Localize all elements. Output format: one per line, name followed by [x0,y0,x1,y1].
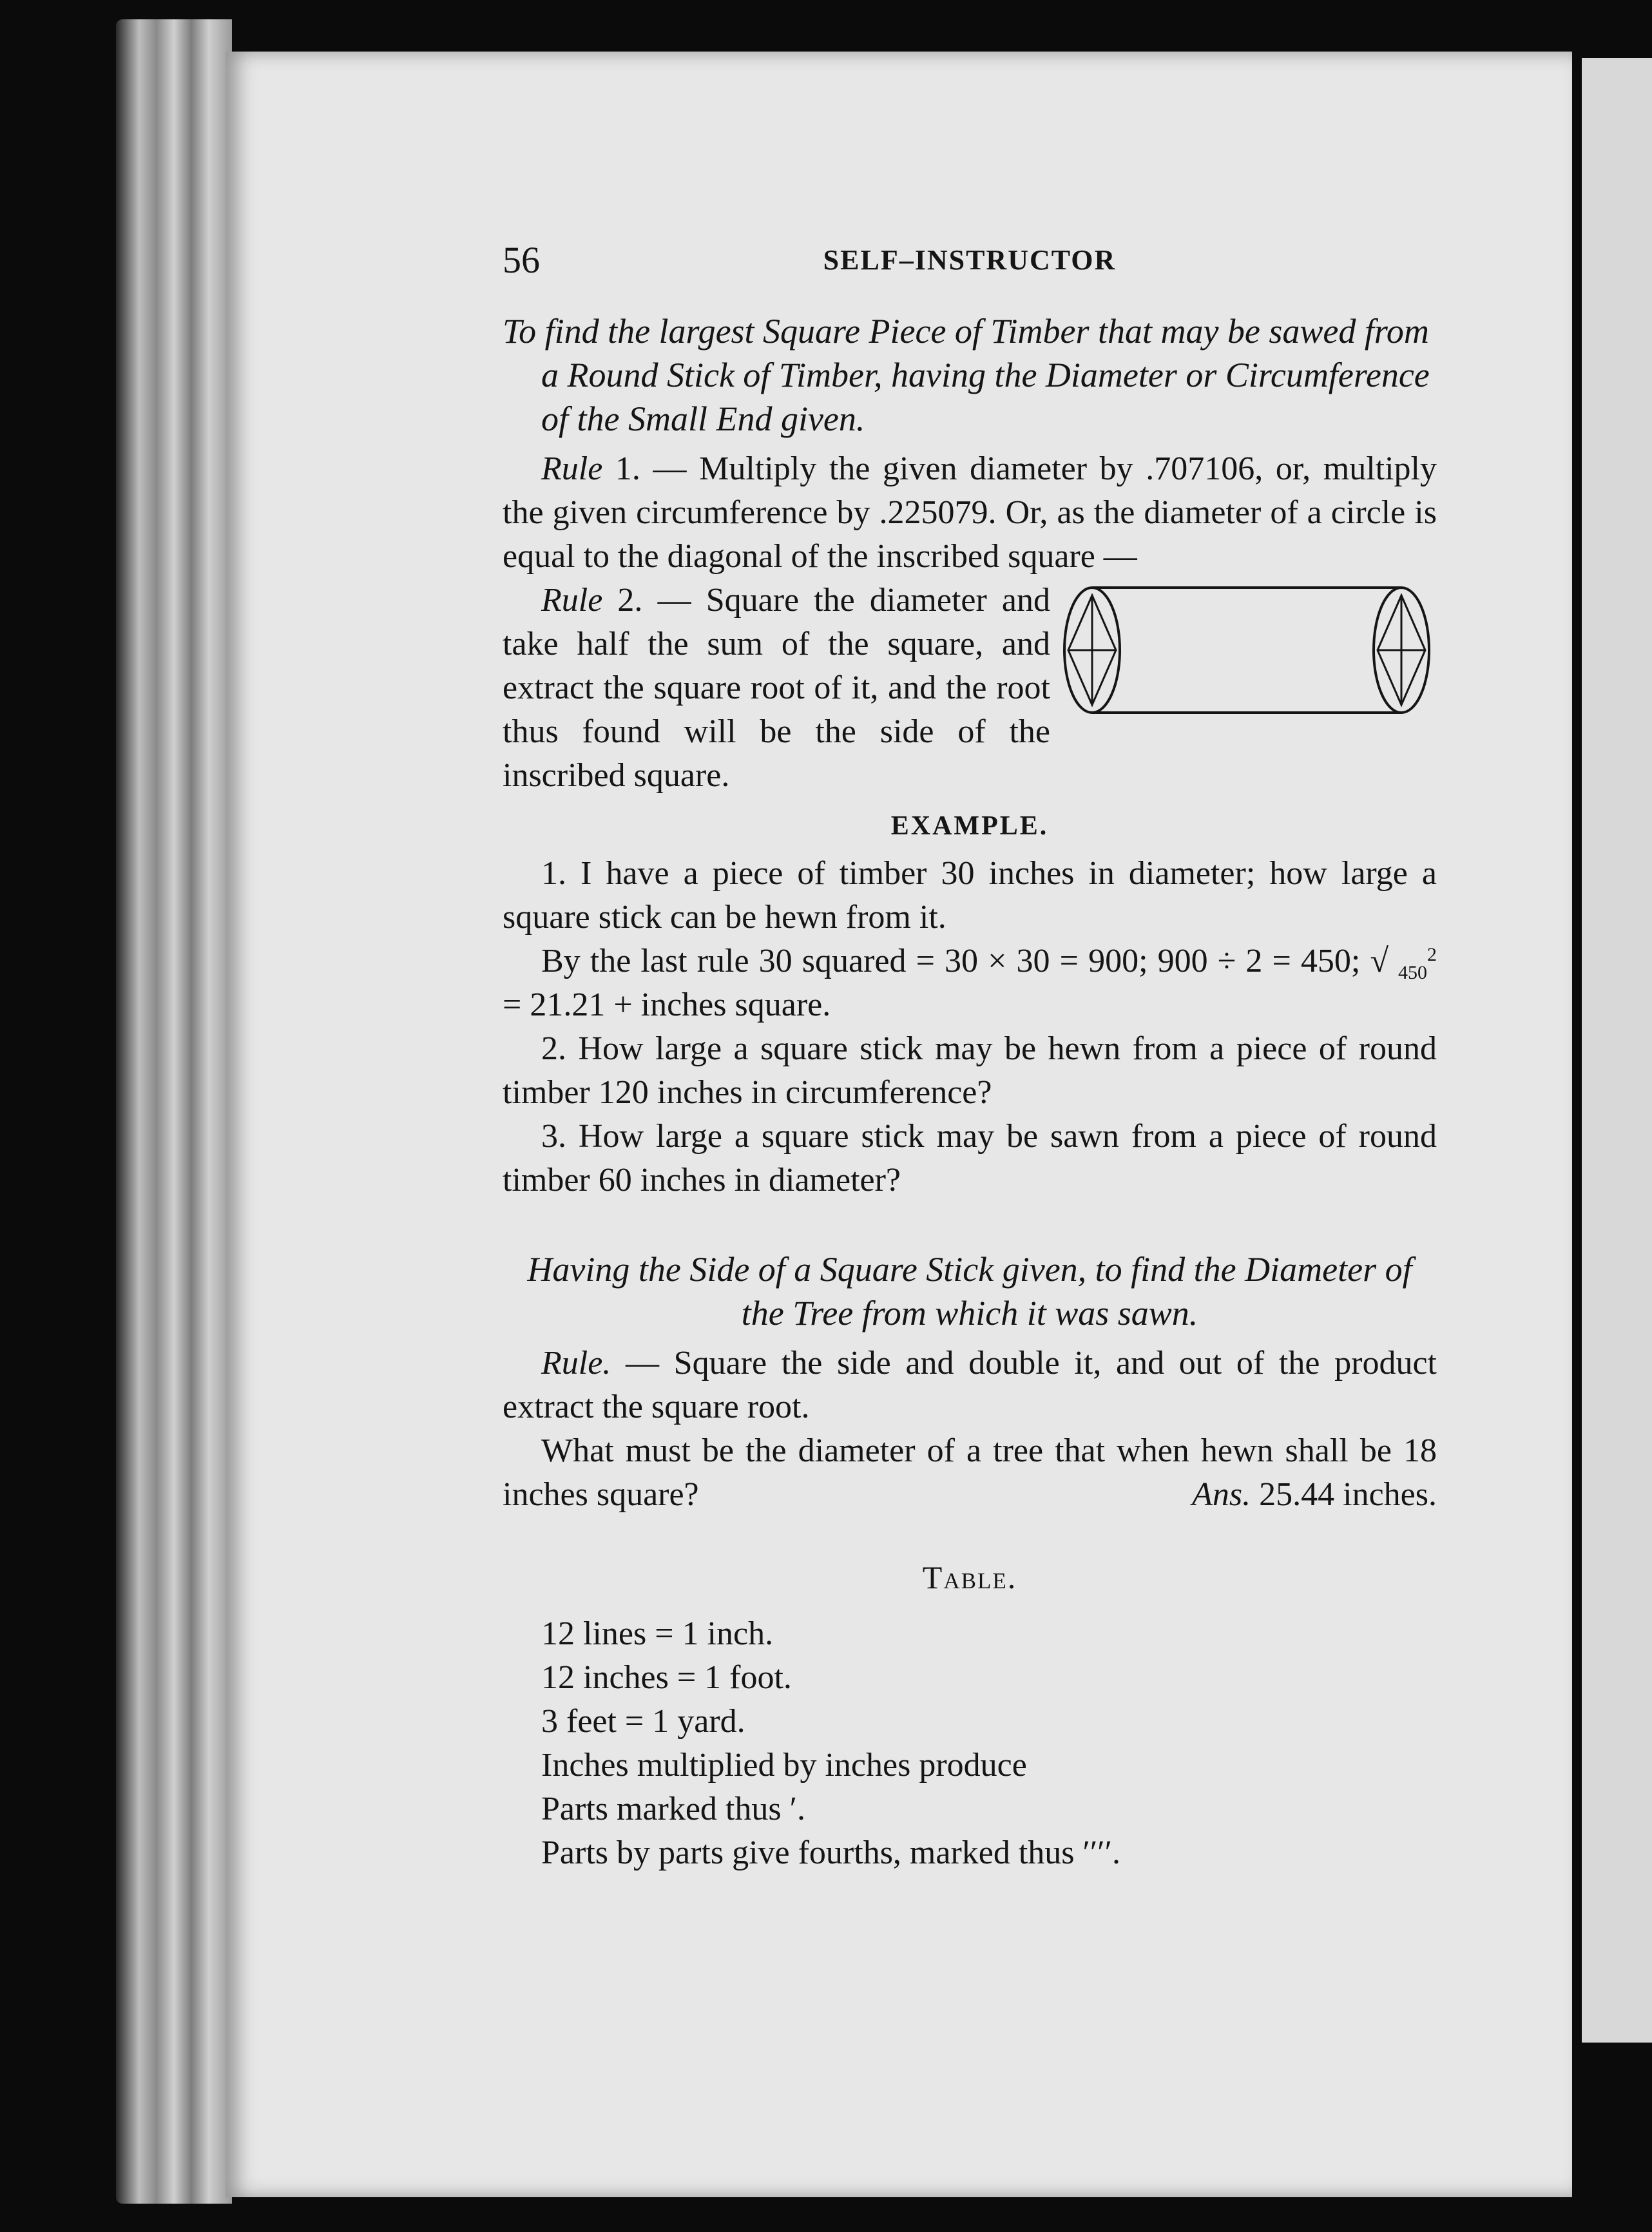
solution-part-b: = 21.21 + inches square. [503,986,831,1023]
answer-label: Ans. [1192,1476,1251,1513]
table-line: 12 lines = 1 inch. [541,1615,774,1652]
table-title: Table. [922,1559,1017,1595]
example-title: EXAMPLE. [890,811,1049,841]
example-question-1: 1. I have a piece of timber 30 inches in diameter; how large a square stick can be hewn from it. [503,855,1437,936]
page-header [503,238,1437,290]
facing-page-edge [1582,58,1652,2043]
solution-part-a: By the last rule 30 squared = 30 × 30 = 900; 900 ÷ 2 = 450; [541,943,1361,979]
page-number: 56 [503,239,540,281]
answer [1153,1473,1437,1517]
rule-2-label: Rule [541,582,603,619]
cylinder-figure [1063,582,1437,718]
rule-1 [503,447,1437,579]
fraction-top: 2 [1427,944,1437,966]
measure-table [503,1612,1437,1875]
rule-2-block [503,579,1437,798]
example-solution [503,939,1437,1027]
table-line: Inches multiplied by inches produce [541,1747,1027,1784]
question-text: What must be the diameter of a tree that when hewn shall be 18 inches square? [503,1432,1437,1513]
section-2-rule-label: Rule. [541,1345,611,1381]
table-line: Parts by parts give fourths, marked thus ′′′′. [541,1834,1121,1871]
root-fraction [1388,946,1437,982]
answer-value: 25.44 inches. [1251,1476,1437,1513]
root-symbol: √ [1370,943,1389,979]
book-page-edges [116,19,232,2204]
fraction-bottom: 450 [1398,962,1428,984]
table-line: Parts marked thus ′. [541,1791,805,1827]
section-heading-2: Having the Side of a Square Stick given, to find the Diameter of the Tree from which it was sawn. [527,1250,1412,1332]
running-head: SELF–INSTRUCTOR [823,244,1117,276]
section-heading-1: To find the largest Square Piece of Timber that may be sawed from a Round Stick of Timber, having the Diameter or Circumference of the Small End given. [503,312,1430,438]
table-line: 3 feet = 1 yard. [541,1703,745,1740]
page-content [503,238,1437,1875]
example-question-2: 2. How large a square stick may be hewn from a piece of round timber 120 inches in circumference? [503,1030,1437,1111]
rule-1-label: Rule [541,450,603,487]
section-2-rule [503,1342,1437,1429]
rule-2-text: 2. — Square the diameter and take half the sum of the square, and extract the square root of it, and the root thus found will be the side of the inscribed square. [503,582,1050,794]
section-2-rule-text: — Square the side and double it, and out of the product extract the square root. [503,1345,1437,1425]
rule-1-text: 1. — Multiply the given diameter by .707106, or, multiply the given circumference by .225079. Or, as the diameter of a circle is equal to the diagonal of the inscribed square — [503,450,1437,575]
section-2-question [503,1429,1437,1517]
table-line: 12 inches = 1 foot. [541,1659,792,1696]
example-question-3: 3. How large a square stick may be sawn from a piece of round timber 60 inches in diameter? [503,1118,1437,1198]
